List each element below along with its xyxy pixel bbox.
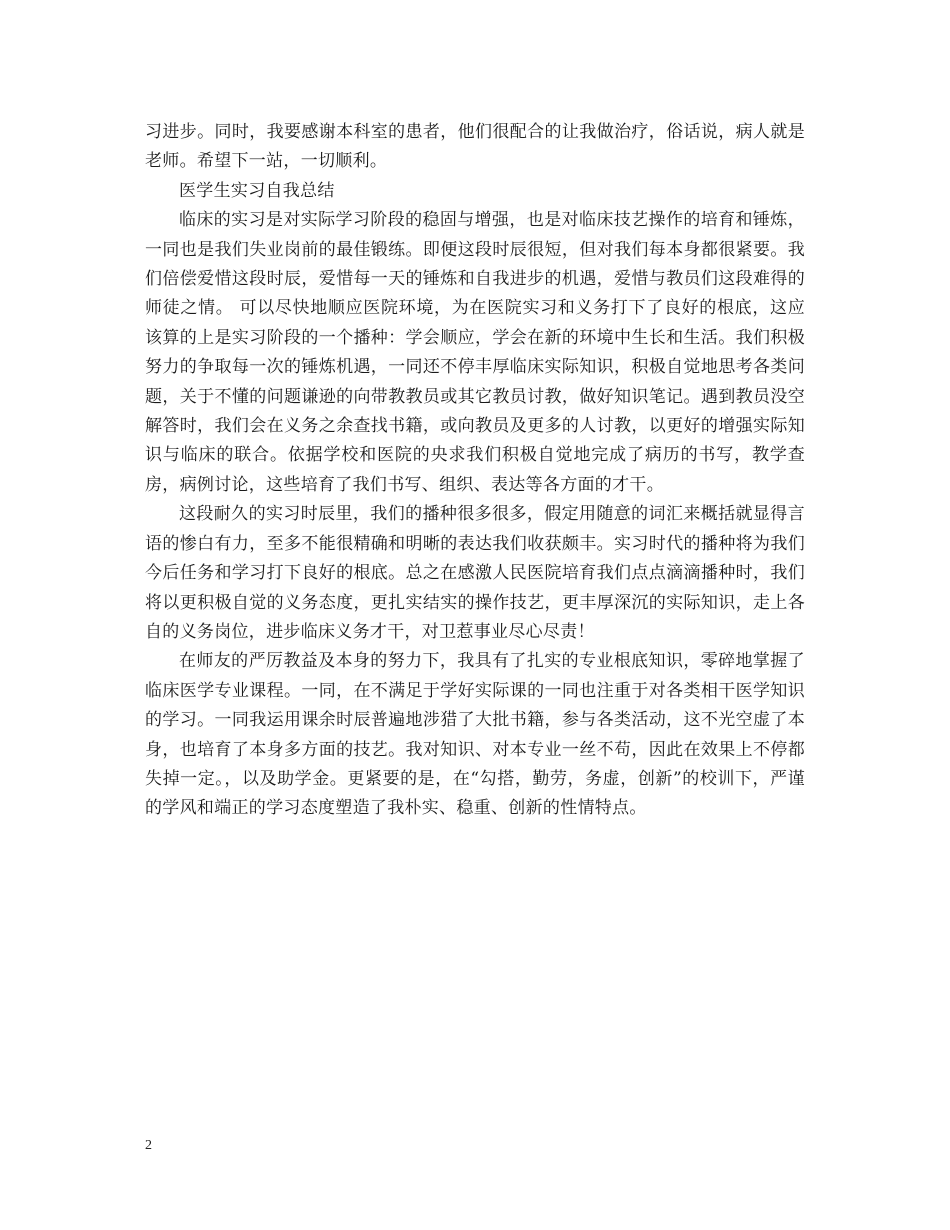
- paragraph-clinical-internship: 临床的实习是对实际学习阶段的稳固与增强，也是对临床技艺操作的培育和锤炼，一同也是我们失业岗前的最佳锻练。即便这段时辰很短，但对我们每本身都很紧要。我们倍偿爱惜这段时辰，爱惜每一天的锤炼和自我进步的机遇，爱惜与教员们这段难得的师徒之情。 可以尽快地顺应医院环境，为在医院实习和义务打下了良好的根底，这应该算的上是实习阶段的一个播种：学会顺应，学会在新的环境中生长和生活。我们积极努力的争取每一次的锤炼机遇，一同还不停丰厚临床实际知识，积极自觉地思考各类问题，关于不懂的问题谦逊的向带教教员或其它教员讨教，做好知识笔记。遇到教员没空解答时，我们会在义务之余查找书籍，或向教员及更多的人讨教，以更好的增强实际知识与临床的联合。依据学校和医院的央求我们积极自觉地完成了病历的书写，教学查房，病例讨论，这些培育了我们书写、组织、表达等各方面的才干。: [145, 210, 805, 495]
- page-number: 2: [145, 1138, 152, 1153]
- document-body: [145, 118, 805, 824]
- paragraph-internship-harvest: 这段耐久的实习时辰里，我们的播种很多很多，假定用随意的词汇来概括就显得言语的惨白有力，至多不能很精确和明晰的表达我们收获颇丰。实习时代的播种将为我们今后任务和学习打下良好的根底。总之在感激人民医院培育我们点点滴滴播种时，我们将以更积极自觉的义务态度，更扎实结实的操作技艺，更丰厚深沉的实际知识，走上各自的义务岗位，进步临床义务才干，对卫惹事业尽心尽责！: [145, 504, 805, 642]
- paragraph-continuation: 习进步。同时，我要感谢本科室的患者，他们很配合的让我做治疗，俗话说，病人就是老师。希望下一站，一切顺利。: [145, 122, 805, 172]
- paragraph-study-achievements: 在师友的严厉教益及本身的努力下，我具有了扎实的专业根底知识，零碎地掌握了临床医学专业课程。一同，在不满足于学好实际课的一同也注重于对各类相干医学知识的学习。一同我运用课余时辰普遍地涉猎了大批书籍，参与各类活动，这不光空虚了本身，也培育了本身多方面的技艺。我对知识、对本专业一丝不苟，因此在效果上不停都失掉一定。，以及助学金。更紧要的是，在“勾搭，勤劳，务虚，创新”的校训下，严谨的学风和端正的学习态度塑造了我朴实、稳重、创新的性情特点。: [145, 651, 805, 819]
- section-heading: 医学生实习自我总结: [179, 180, 335, 201]
